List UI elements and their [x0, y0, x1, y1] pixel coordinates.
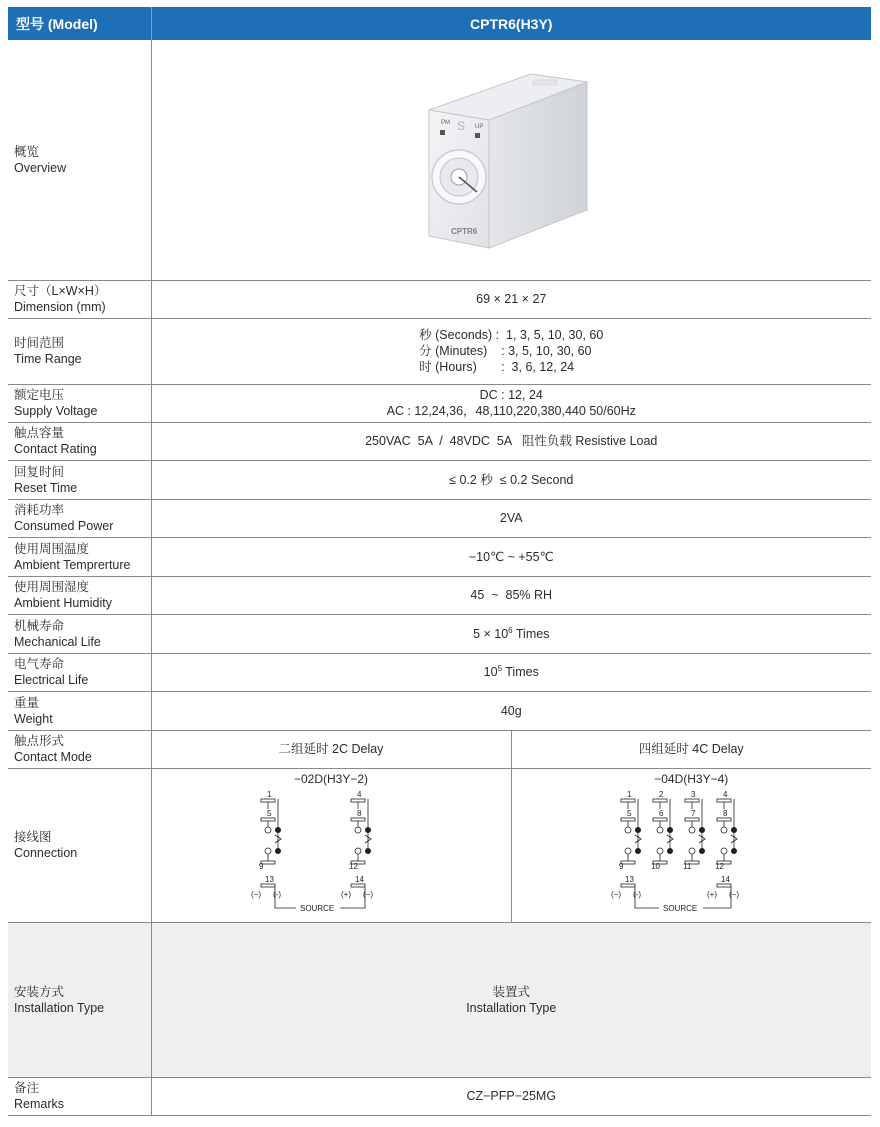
contact-mode-row — [8, 730, 871, 768]
contact-4-pin-mid: 8 — [723, 808, 728, 818]
contact-rating-label-zh: 触点容量 — [14, 426, 65, 440]
brand-text: CPTR6 — [451, 226, 478, 236]
contact-1-no-open — [265, 848, 271, 854]
relay-product-image — [411, 60, 611, 260]
contact-4-nc-closed — [731, 827, 737, 833]
source-neg-right-label: (−) — [363, 889, 373, 899]
contact-rating-label — [8, 422, 151, 460]
supply-voltage-label-en: Supply Voltage — [14, 404, 98, 418]
connection-label-en: Connection — [14, 846, 78, 860]
contact-3-pin-mid: 7 — [691, 808, 696, 818]
dimension-row — [8, 280, 871, 318]
connection-2c-cell — [151, 768, 511, 922]
electrical-life-label — [8, 653, 151, 691]
contact-1-pin-top: 1 — [267, 789, 272, 799]
contact-2-no-open — [657, 848, 663, 854]
weight-label — [8, 691, 151, 730]
consumed-power-value: 2VA — [151, 499, 871, 537]
remarks-value: CZ−PFP−25MG — [151, 1077, 871, 1115]
mechanical-life-base: 5 × 10 — [473, 626, 509, 641]
supply-voltage-ac: AC : 12,24,36，48,110,220,380,440 50/60Hz — [386, 404, 636, 418]
contact-4-top-terminal — [717, 799, 731, 802]
contact-2-pin-top: 4 — [357, 789, 362, 799]
time-range-row — [8, 318, 871, 384]
ambient-temp-label-en: Ambient Temprerture — [14, 557, 131, 572]
contact-2-pin-bottom: 12 — [349, 861, 358, 871]
overview-image-cell — [151, 40, 871, 280]
connection-row — [8, 768, 871, 922]
remarks-label-zh: 备注 — [14, 1081, 40, 1095]
coil-terminal-14 — [717, 884, 731, 887]
up-text: UP — [475, 123, 484, 130]
source-neg-label: (−) — [611, 889, 622, 899]
contact-3-no-closed — [699, 848, 705, 854]
contact-3-pin-bottom: 11 — [683, 861, 692, 871]
contact-2-nc-open — [657, 827, 663, 833]
supply-voltage-value — [151, 384, 871, 422]
source-pos-label: (+) — [341, 889, 351, 899]
contact-4-mid-terminal — [717, 818, 731, 821]
mechanical-life-label-zh: 机械寿命 — [14, 618, 65, 633]
relay-top-tab — [533, 80, 557, 85]
weight-value: 40g — [151, 691, 871, 730]
source-neg-label: (−) — [251, 889, 261, 899]
ambient-temp-label — [8, 537, 151, 576]
contact-rating-row — [8, 422, 871, 460]
contact-1-pin-top: 1 — [627, 789, 632, 799]
reset-time-label-zh: 回复时间 — [14, 464, 65, 479]
ambient-humidity-value: 45 ~ 85% RH — [151, 576, 871, 614]
weight-row — [8, 691, 871, 730]
connection-4c-title: −04D(H3Y−4) — [654, 771, 729, 786]
consumed-power-label-en: Consumed Power — [14, 519, 114, 533]
time-range-seconds: 秒 (Seconds) : 1, 3, 5, 10, 30, 60 — [419, 328, 604, 342]
contact-1-nc-closed — [635, 827, 641, 833]
contact-2-top-terminal — [653, 799, 667, 802]
spec-table — [8, 7, 871, 1116]
installation-value — [151, 922, 871, 1077]
mechanical-life-exp: 6 — [508, 625, 513, 635]
contact-1-pin-mid: 5 — [267, 808, 272, 818]
contact-4-no-open — [721, 848, 727, 854]
dimension-label-zh: 尺寸（L×W×H） — [14, 284, 107, 298]
coil-terminal-13 — [261, 884, 275, 887]
source-neg-right-label: (−) — [729, 889, 740, 899]
contact-3-top-terminal — [685, 799, 699, 802]
contact-2-no-closed — [365, 848, 371, 854]
contact-2-top-terminal — [351, 799, 365, 802]
contact-1-nc-closed — [275, 827, 281, 833]
contact-2-pin-mid: 8 — [357, 808, 362, 818]
time-range-label-en: Time Range — [14, 352, 82, 366]
dimension-label-en: Dimension (mm) — [14, 300, 106, 314]
time-range-minutes: 分 (Minutes) : 3, 5, 10, 30, 60 — [419, 344, 592, 358]
ambient-temp-label-zh: 使用周围温度 — [14, 541, 90, 556]
connection-2c-title: −02D(H3Y−2) — [293, 771, 369, 786]
electrical-life-label-zh: 电气寿命 — [14, 657, 65, 671]
source-neg-alt-label: (-) — [633, 889, 642, 899]
contact-2-nc-closed — [365, 827, 371, 833]
contact-2-no-open — [355, 848, 361, 854]
overview-label-en: Overview — [14, 160, 67, 175]
consumed-power-label — [8, 499, 151, 537]
contact-1-no-closed — [275, 848, 281, 854]
ambient-humidity-row — [8, 576, 871, 614]
model-label: 型号 (Model) — [8, 7, 151, 40]
installation-label — [8, 922, 151, 1077]
spec-sheet — [8, 7, 871, 1116]
contact-1-no-open — [625, 848, 631, 854]
pin-14: 14 — [721, 874, 731, 884]
connection-label-zh: 接线图 — [14, 830, 52, 844]
contact-4-pin-bottom: 12 — [715, 861, 725, 871]
mechanical-life-value — [151, 614, 871, 653]
pin-13: 13 — [625, 874, 635, 884]
electrical-life-exp: 5 — [497, 663, 503, 673]
supply-voltage-label-zh: 额定电压 — [14, 388, 65, 402]
installation-value-zh: 装置式 — [492, 984, 530, 999]
pm-text: PM — [441, 119, 451, 126]
connection-2c-diagram — [231, 787, 431, 917]
time-range-hours: 时 (Hours) : 3, 6, 12, 24 — [419, 360, 575, 374]
contact-1-top-terminal — [261, 799, 275, 802]
contact-2-no-closed — [667, 848, 673, 854]
model-header-row — [8, 7, 871, 40]
supply-voltage-label — [8, 384, 151, 422]
contact-2-mid-terminal — [351, 818, 365, 821]
connection-label — [8, 768, 151, 922]
ambient-humidity-label — [8, 576, 151, 614]
remarks-row — [8, 1077, 871, 1115]
contact-mode-2c: 二组延时 2C Delay — [151, 730, 511, 768]
contact-1-mid-terminal — [621, 818, 635, 821]
electrical-life-value — [151, 653, 871, 691]
consumed-power-label-zh: 消耗功率 — [14, 503, 65, 517]
contact-1-nc-open — [625, 827, 631, 833]
contact-2-pin-bottom: 10 — [651, 861, 661, 871]
contact-3-nc-open — [689, 827, 695, 833]
contact-2-mid-terminal — [653, 818, 667, 821]
contact-4-no-closed — [731, 848, 737, 854]
ambient-humidity-label-zh: 使用周围湿度 — [14, 580, 90, 594]
contact-2-nc-closed — [667, 827, 673, 833]
contact-1-pin-mid: 5 — [627, 808, 632, 818]
remarks-label — [8, 1077, 151, 1115]
pin-13: 13 — [265, 874, 274, 884]
reset-time-value: ≤ 0.2 秒 ≤ 0.2 Second — [151, 460, 871, 499]
ambient-temp-value: −10℃ ~ +55℃ — [151, 537, 871, 576]
contact-rating-label-en: Contact Rating — [14, 442, 97, 456]
contact-3-nc-closed — [699, 827, 705, 833]
source-label: SOURCE — [663, 903, 698, 913]
reset-time-row — [8, 460, 871, 499]
supply-voltage-row — [8, 384, 871, 422]
electrical-life-row — [8, 653, 871, 691]
coil-terminal-14 — [351, 884, 365, 887]
consumed-power-row — [8, 499, 871, 537]
contact-3-mid-terminal — [685, 818, 699, 821]
weight-label-en: Weight — [14, 711, 53, 726]
contact-2-nc-open — [355, 827, 361, 833]
electrical-life-unit: Times — [502, 665, 539, 679]
weight-label-zh: 重量 — [14, 695, 40, 710]
contact-3-pin-top: 3 — [691, 789, 696, 799]
overview-label-zh: 概览 — [14, 144, 40, 159]
supply-voltage-dc: DC : 12, 24 — [479, 388, 543, 402]
dimension-label — [8, 280, 151, 318]
pm-led — [440, 130, 445, 135]
time-range-label-zh: 时间范围 — [14, 336, 65, 350]
model-value: CPTR6(H3Y) — [151, 7, 871, 40]
source-label: SOURCE — [300, 903, 335, 913]
contact-mode-label-zh: 触点形式 — [14, 734, 65, 748]
time-range-lines — [419, 327, 603, 375]
contact-1-top-terminal — [621, 799, 635, 802]
ambient-temp-row — [8, 537, 871, 576]
time-range-value — [151, 318, 871, 384]
dimension-value: 69 × 21 × 27 — [151, 280, 871, 318]
coil-terminal-13 — [621, 884, 635, 887]
installation-row — [8, 922, 871, 1077]
remarks-label-en: Remarks — [14, 1097, 65, 1111]
contact-2-pin-top: 2 — [659, 789, 664, 799]
mechanical-life-row — [8, 614, 871, 653]
overview-row — [8, 40, 871, 280]
pin-14: 14 — [355, 874, 364, 884]
mechanical-life-label-en: Mechanical Life — [14, 634, 101, 649]
contact-mode-label — [8, 730, 151, 768]
reset-time-label-en: Reset Time — [14, 480, 78, 495]
installation-label-en: Installation Type — [14, 1000, 105, 1015]
installation-label-zh: 安装方式 — [14, 984, 65, 999]
contact-mode-label-en: Contact Mode — [14, 750, 92, 764]
installation-value-en: Installation Type — [466, 1000, 557, 1015]
contact-1-no-closed — [635, 848, 641, 854]
source-neg-alt-label: (-) — [273, 889, 281, 899]
connection-4c-cell — [511, 768, 871, 922]
reset-time-label — [8, 460, 151, 499]
contact-3-no-open — [689, 848, 695, 854]
overview-label — [8, 40, 151, 280]
contact-2-pin-mid: 6 — [659, 808, 664, 818]
contact-1-nc-open — [265, 827, 271, 833]
time-range-label — [8, 318, 151, 384]
contact-4-nc-open — [721, 827, 727, 833]
mechanical-life-unit: Times — [512, 626, 550, 641]
contact-1-pin-bottom: 9 — [259, 861, 264, 871]
s-text: S — [457, 118, 466, 133]
mechanical-life-label — [8, 614, 151, 653]
contact-mode-4c: 四组延时 4C Delay — [511, 730, 871, 768]
electrical-life-base: 10 — [483, 665, 498, 679]
contact-1-mid-terminal — [261, 818, 275, 821]
ambient-humidity-label-en: Ambient Humidity — [14, 596, 112, 610]
contact-rating-value: 250VAC 5A / 48VDC 5A 阻性负载 Resistive Load — [151, 422, 871, 460]
electrical-life-label-en: Electrical Life — [14, 673, 89, 687]
source-pos-label: (+) — [707, 889, 718, 899]
contact-4-pin-top: 4 — [723, 789, 728, 799]
contact-1-pin-bottom: 9 — [619, 861, 624, 871]
up-led — [475, 133, 480, 138]
connection-4c-diagram — [591, 787, 791, 917]
